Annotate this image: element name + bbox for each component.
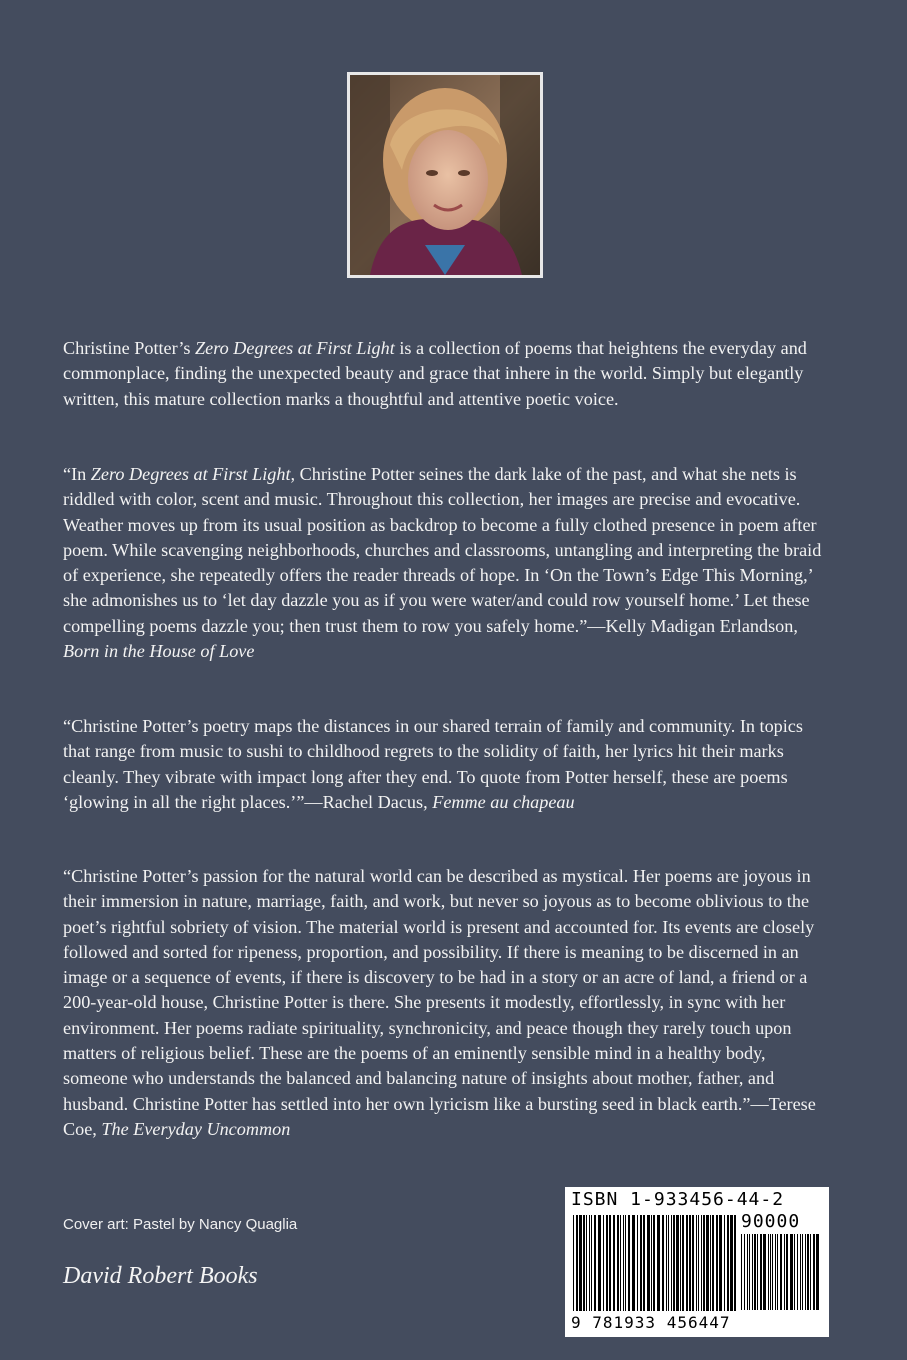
barcode-bar — [666, 1215, 667, 1311]
barcode-bar — [692, 1215, 694, 1311]
blurb-source-title: Born in the House of Love — [63, 641, 255, 662]
barcode-bar — [617, 1215, 619, 1311]
author-photo — [347, 72, 543, 278]
barcode-bar — [676, 1215, 679, 1311]
barcode-bar — [734, 1215, 736, 1311]
barcode-bar — [760, 1234, 762, 1310]
barcode-bar — [603, 1215, 604, 1311]
p2-text-a: “In — [63, 464, 91, 484]
barcode-bar — [813, 1234, 815, 1310]
barcode-bar — [640, 1215, 642, 1311]
barcode-bar — [716, 1215, 718, 1311]
p1-text-b: is a collection of poems that heightens the everyday and commonplace, finding the unexpected beauty and grace that inhere in the world. Simply but elegantly written, this mature collection marks a thoughtful and attentive poetic voice. — [63, 338, 807, 409]
barcode-bar — [790, 1234, 793, 1310]
barcode-bar — [637, 1215, 638, 1311]
barcode-bar — [576, 1215, 578, 1311]
barcode-bar — [744, 1234, 745, 1310]
blurb-dacus — [63, 714, 833, 815]
barcode-bar — [671, 1215, 672, 1311]
addon-barcode-bars — [741, 1234, 823, 1314]
barcode-bar — [805, 1234, 806, 1310]
barcode-bar — [807, 1234, 809, 1310]
barcode-bar — [579, 1215, 582, 1311]
barcode-bar — [706, 1215, 709, 1311]
barcode-bar — [786, 1234, 788, 1310]
p4-text-a: “Christine Potter’s passion for the natural world can be described as mystical. Her poems are joyous in their immersion in nature, marriage, faith, and work, but never so joyous as to become oblivious to the poet’s rightful sobriety of vision. The material world is present and accounted for. Its events are closely followed and sorted for ripeness, proportion, and possibility. If there is meaning to be discerned in an image or a sequence of events, if there is discovery to be had in a story or an acre of land, a friend or a 200-year-old house, Christine Potter is there. She presents it modestly, effortlessly, in sync with her environment. Her poems radiate spirituality, synchronicity, and peace though they rarely touch upon matters of religious belief. These are the poems of an eminently sensible mind in a healthy body, someone who understands the balanced and balancing nature of insights about mother, father, and husband. Christine Potter has settled into her own lyricism like a bursting seed in black earth.”—Terese Coe, — [63, 866, 816, 1139]
author-portrait-image — [350, 75, 540, 275]
barcode-bar — [701, 1215, 702, 1311]
barcode-bar — [673, 1215, 675, 1311]
barcode-bar — [784, 1234, 785, 1310]
barcode-bar — [625, 1215, 626, 1311]
barcode-bar — [594, 1215, 596, 1311]
barcode-bar — [657, 1215, 660, 1311]
barcode-bar — [598, 1215, 601, 1311]
barcode-bar — [647, 1215, 650, 1311]
barcode-bar — [591, 1215, 592, 1311]
publisher-name: David Robert Books — [63, 1263, 258, 1289]
barcode-bar — [730, 1215, 733, 1311]
blurb-erlandson — [63, 462, 833, 664]
barcode-bar — [668, 1215, 669, 1311]
price-code: 90000 — [741, 1211, 801, 1232]
barcode-bar — [747, 1234, 748, 1310]
barcode-bar — [754, 1234, 756, 1310]
barcode-bar — [749, 1234, 750, 1310]
barcode-bar — [586, 1215, 587, 1311]
barcode-bar — [609, 1215, 611, 1311]
barcode-bar — [794, 1234, 795, 1310]
ean-barcode-bars — [573, 1215, 737, 1315]
barcode-bar — [573, 1215, 574, 1311]
barcode-bar — [620, 1215, 621, 1311]
barcode-bar — [719, 1215, 722, 1311]
barcode-bar — [651, 1215, 652, 1311]
barcode-bar — [628, 1215, 630, 1311]
barcode-bar — [802, 1234, 803, 1310]
barcode-bar — [780, 1234, 782, 1310]
isbn-barcode — [565, 1187, 829, 1337]
barcode-bar — [662, 1215, 664, 1311]
barcode-bar — [800, 1234, 801, 1310]
barcode-bar — [741, 1234, 742, 1310]
barcode-bar — [613, 1215, 615, 1311]
barcode-bar — [772, 1234, 773, 1310]
book-title-italic: Zero Degrees at First Light, — [90, 464, 296, 484]
barcode-bar — [583, 1215, 585, 1311]
barcode-bar — [703, 1215, 705, 1311]
barcode-bar — [682, 1215, 684, 1311]
blurb-source-title: Femme au chapeau — [432, 791, 575, 812]
barcode-bar — [752, 1234, 753, 1310]
p3-text-a: “Christine Potter’s poetry maps the distances in our shared terrain of family and community. In topics that range from music to sushi to childhood regrets to the solidity of faith, her lyrics hit their marks cleanly. They vibrate with impact long after they end. To quote from Potter herself, these are poems ‘glowing in all the right places.’”—Rachel Dacus, — [63, 716, 803, 812]
barcode-bar — [589, 1215, 590, 1311]
blurb-source-title: The Everyday Uncommon — [101, 1118, 291, 1139]
barcode-bar — [763, 1234, 766, 1310]
isbn-number: ISBN 1-933456-44-2 — [571, 1189, 785, 1210]
description-paragraph — [63, 336, 833, 412]
ean-digits: 9 781933 456447 — [571, 1313, 731, 1332]
barcode-bar — [643, 1215, 645, 1311]
cover-art-credit: Cover art: Pastel by Nancy Quaglia — [63, 1216, 298, 1233]
p1-text-a: Christine Potter’s — [63, 338, 196, 358]
barcode-bar — [680, 1215, 681, 1311]
barcode-bar — [777, 1234, 778, 1310]
barcode-bar — [698, 1215, 699, 1311]
barcode-bar — [686, 1215, 688, 1311]
barcode-bar — [727, 1215, 729, 1311]
barcode-bar — [768, 1234, 769, 1310]
barcode-bar — [712, 1215, 714, 1311]
barcode-bar — [653, 1215, 655, 1311]
barcode-bar — [816, 1234, 819, 1310]
barcode-bar — [632, 1215, 635, 1311]
barcode-bar — [689, 1215, 691, 1311]
book-title-italic: Zero Degrees at First Light — [195, 338, 395, 358]
barcode-bar — [606, 1215, 608, 1311]
barcode-bar — [757, 1234, 758, 1310]
blurb-coe — [63, 864, 833, 1142]
barcode-bar — [770, 1234, 771, 1310]
p2-text-b: Christine Potter seines the dark lake of the past, and what she nets is riddled with color, scent and music. Throughout this collection, her images are precise and evocative. Weather moves up from its usual position as backdrop to become a fully clothed presence in poem after poem. While scavenging neighborhoods, churches and classrooms, untangling and interpreting the braid of experience, she repeatedly offers the reader threads of hope. In ‘On the Town’s Edge This Morning,’ she admonishes us to ‘let day dazzle you as if you were water/and could row yourself home.’ Let these compelling poems dazzle you; then trust them to row you safely home.”—Kelly Madigan Erlandson, — [63, 464, 822, 636]
barcode-bar — [696, 1215, 697, 1311]
barcode-bar — [810, 1234, 811, 1310]
barcode-bar — [797, 1234, 798, 1310]
barcode-bar — [775, 1234, 776, 1310]
barcode-bar — [623, 1215, 624, 1311]
barcode-bar — [710, 1215, 711, 1311]
barcode-bar — [724, 1215, 725, 1311]
